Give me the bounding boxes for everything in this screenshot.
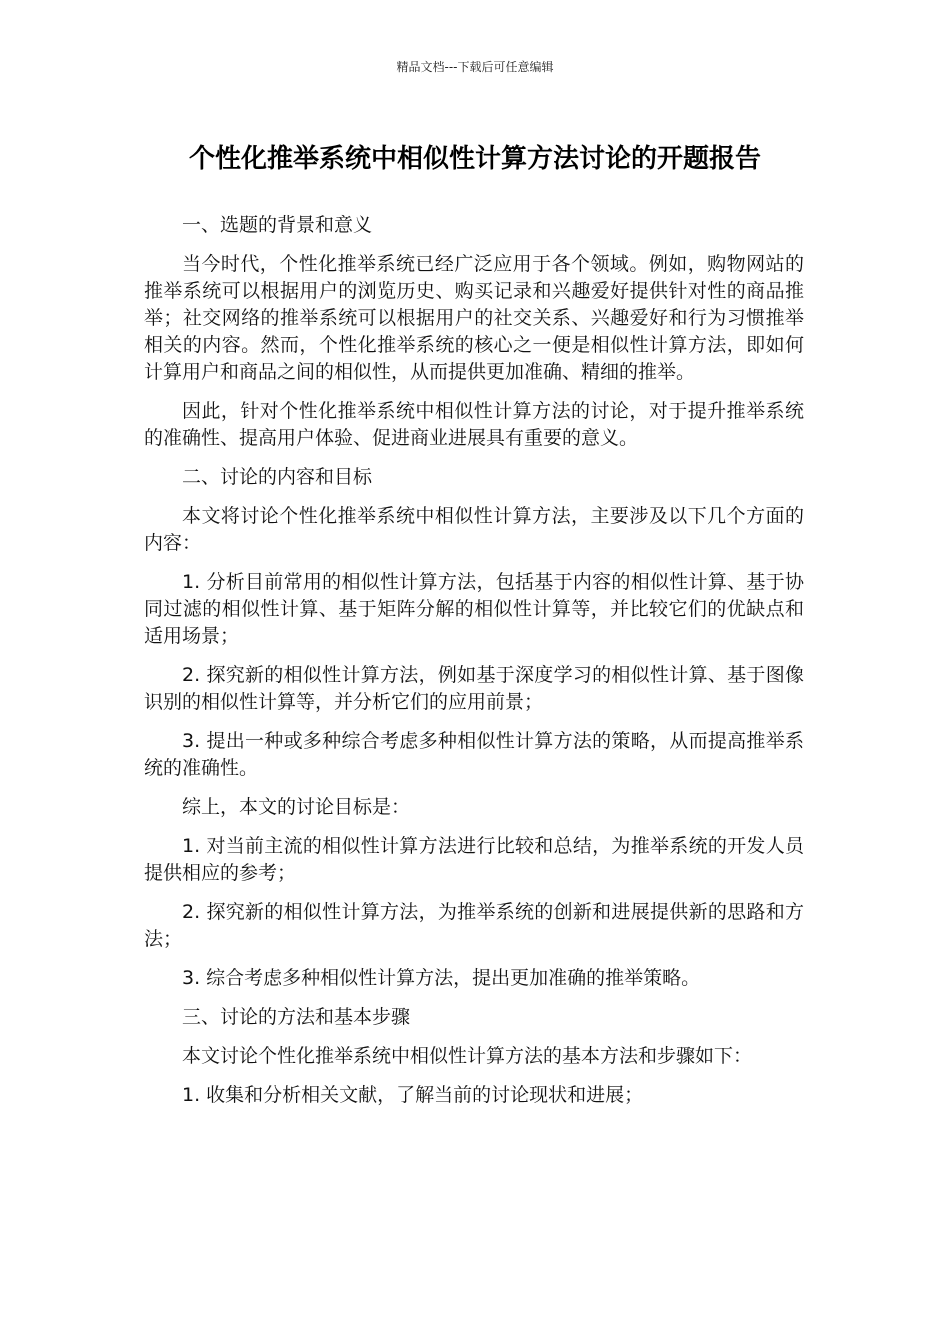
paragraph: 本文将讨论个性化推举系统中相似性计算方法，主要涉及以下几个方面的内容：: [144, 505, 804, 554]
list-item: 3. 提出一种或多种综合考虑多种相似性计算方法的策略，从而提高推举系统的准确性。: [144, 730, 804, 779]
list-item: 1. 对当前主流的相似性计算方法进行比较和总结，为推举系统的开发人员提供相应的参考；: [144, 835, 804, 884]
header-note: 精品文档---下载后可任意编辑: [396, 60, 554, 74]
paragraph: 本文讨论个性化推举系统中相似性计算方法的基本方法和步骤如下：: [182, 1045, 753, 1067]
document-title: 个性化推举系统中相似性计算方法讨论的开题报告: [188, 144, 761, 174]
list-item: 2. 探究新的相似性计算方法，例如基于深度学习的相似性计算、基于图像识别的相似性计算等，并分析它们的应用前景；: [144, 664, 804, 713]
section-heading-methods: 三、讨论的方法和基本步骤: [182, 1006, 411, 1028]
section-heading-background: 一、选题的背景和意义: [182, 214, 373, 236]
document-body: [144, 212, 804, 1121]
list-item: 3. 综合考虑多种相似性计算方法，提出更加准确的推举策略。: [182, 967, 701, 989]
paragraph: 因此，针对个性化推举系统中相似性计算方法的讨论，对于提升推举系统的准确性、提高用户体验、促进商业进展具有重要的意义。: [144, 400, 804, 449]
list-item: 2. 探究新的相似性计算方法，为推举系统的创新和进展提供新的思路和方法；: [144, 901, 804, 950]
list-item: 1. 收集和分析相关文献，了解当前的讨论现状和进展；: [182, 1084, 644, 1106]
paragraph: 当今时代，个性化推举系统已经广泛应用于各个领域。例如，购物网站的推举系统可以根据用户的浏览历史、购买记录和兴趣爱好提供针对性的商品推举；社交网络的推举系统可以根据用户的社交关系、兴趣爱好和行为习惯推举相关的内容。然而，个性化推举系统的核心之一便是相似性计算方法，即如何计算用户和商品之间的相似性，从而提供更加准确、精细的推举。: [144, 253, 804, 383]
section-heading-content-goals: 二、讨论的内容和目标: [182, 466, 373, 488]
list-item: 1. 分析目前常用的相似性计算方法，包括基于内容的相似性计算、基于协同过滤的相似性计算、基于矩阵分解的相似性计算等，并比较它们的优缺点和适用场景；: [144, 571, 804, 647]
paragraph: 综上，本文的讨论目标是：: [182, 796, 411, 818]
